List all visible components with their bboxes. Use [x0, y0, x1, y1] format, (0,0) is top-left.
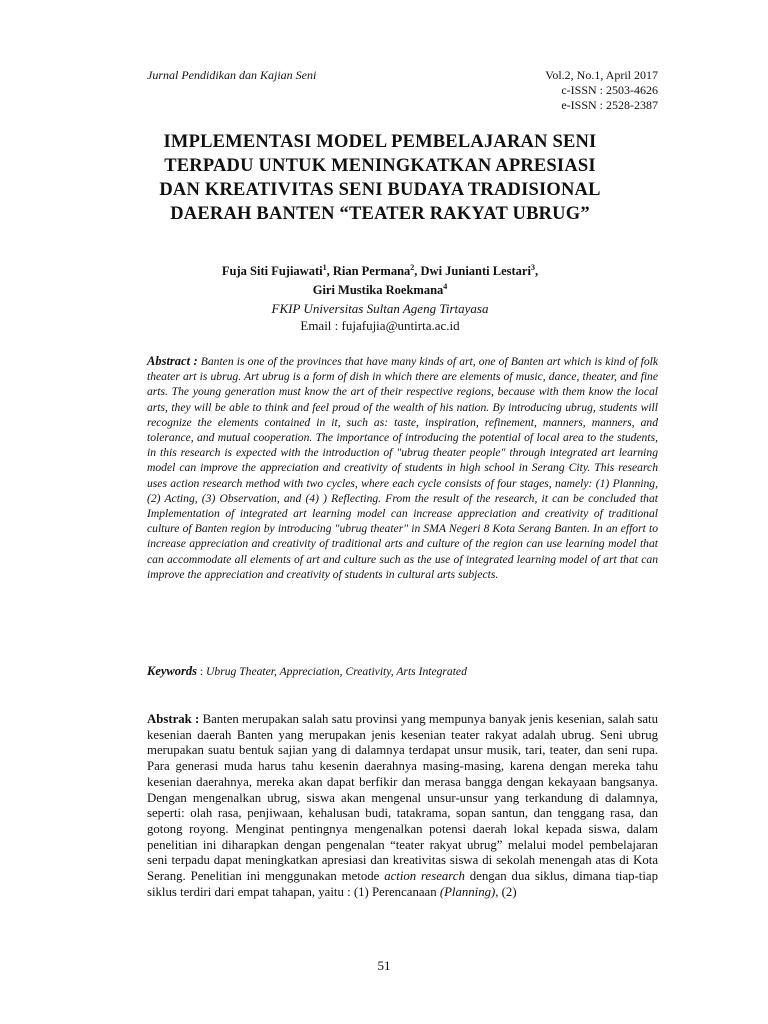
author-email: Email : fujafujia@untirta.ac.id [300, 318, 460, 334]
author-names-line-1 [100, 260, 660, 279]
author-3-trail: , [534, 264, 539, 279]
paper-title [100, 130, 660, 226]
author-2-sup: 2 [410, 263, 415, 272]
title-line-3: DAN KREATIVITAS SENI BUDAYA TRADISIONAL [159, 180, 601, 200]
abstrak-text-2: dengan dua siklus, dimana tiap-tiap siklus terdiri dari empat tahapan, yaitu : (1) Perencanaan [147, 869, 658, 899]
keywords-label: Keywords [147, 664, 197, 678]
abstrak-indonesian [147, 712, 658, 900]
keywords-text: Ubrug Theater, Appreciation, Creativity, Arts Integrated [206, 665, 467, 678]
title-line-4: DAERAH BANTEN “TEATER RAKYAT UBRUG” [170, 204, 590, 224]
abstrak-label: Abstrak : [147, 712, 200, 726]
keywords-sep: : [197, 665, 207, 678]
cissn-info: c-ISSN : 2503-4626 [561, 83, 658, 97]
author-2: , Rian Permana [326, 264, 411, 279]
author-3-sup: 3 [530, 263, 535, 272]
author-1: Fuja Siti Fujiawati [221, 264, 323, 279]
abstrak-text-1: Banten merupakan salah satu provinsi yang mempunya banyak jenis kesenian, salah satu kesenian daerah Banten yang merupakan jenis kesenian teater rakyat adalah ubrug. Seni ubrug merupakan suatu bentuk sajian yang di dalamnya terdapat unsur musik, tari, teater, dan seni rupa. Para generasi muda harus tahu kesenin daerahnya masing-masing, karena dengan mereka tahu kesenian daerahnya, mereka akan dapat berfikir dan merasa bangga dengan kekayaan bangsanya. Dengan mengenalkan ubrug, siswa akan mengenal unsur-unsur yang terkandung di dalamnya, seperti: olah rasa, penjiwaan, kehalusan budi, tatakrama, sopan santun, dan tenggang rasa, dan gotong royong. Menginat pentingnya mengenalkan potensi daerah lokal kepada siswa, dalam penelitian ini diharapkan dengan pengenalan “teater rakyat ubrug” melalui model pembelajaran seni terpadu dapat meningkatkan apresiasi dan kreativitas siswa di sekolah menengah atas di Kota Serang. Penelitian ini menggunakan metode [147, 712, 658, 884]
journal-name: Jurnal Pendidikan dan Kajian Seni [147, 68, 317, 82]
title-line-1: IMPLEMENTASI MODEL PEMBELAJARAN SENI [163, 132, 597, 152]
author-1-sup: 1 [322, 263, 327, 272]
author-names-line-2 [100, 279, 660, 298]
eissn-info: e-ISSN : 2528-2387 [561, 98, 658, 112]
title-line-2: TERPADU UNTUK MENINGKATKAN APRESIASI [164, 156, 596, 176]
abstract-text: Banten is one of the provinces that have many kinds of art, one of Banten art which is kind of folk theater art is ubrug. Art ubrug is a form of dish in which there are elements of music, dance, theater, and fine arts. The young generation must know the art of their respective regions, because with them know the local arts, they will be able to think and feel proud of the wealth of his nation. By introducing ubrug, students will recognize the elements contained in it, such as: taste, inspiration, refinement, manners, manners, and tolerance, and mutual cooperation. The importance of introducing the potential of local area to the students, in this research is expected with the introduction of "ubrug theater people" through integrated art learning model can improve the appreciation and creativity of students in high school in Serang City. This research uses action research method with two cycles, where each cycle consists of four stages, namely: (1) Planning, (2) Acting, (3) Observation, and (4) ) Reflecting. From the result of the research, it can be concluded that Implementation of integrated art learning model can increase appreciation and creativity of traditional culture of Banten region by introducing "ubrug theater" in SMA Negeri 8 Kota Serang Banten. In an effort to increase appreciation and creativity of traditional arts and culture of the region can use learning model that can accommodate all elements of art and culture such as the use of integrated learning model of art that can improve the appreciation and creativity of students in cultural arts subjects. [147, 355, 658, 581]
page-number: 51 [377, 958, 391, 973]
abstract-english [147, 354, 658, 582]
abstract-label: Abstract : [147, 354, 198, 368]
affiliation: FKIP Universitas Sultan Ageng Tirtayasa [271, 301, 489, 317]
author-block [100, 260, 660, 333]
keywords [147, 664, 658, 679]
issue-info [545, 68, 658, 113]
author-3: , Dwi Junianti Lestari [414, 264, 531, 279]
abstrak-italic-1: action research [384, 869, 465, 884]
abstrak-text-3: , (2) [495, 884, 517, 899]
author-4: Giri Mustika Roekmana [312, 283, 444, 298]
author-4-sup: 4 [443, 282, 448, 292]
volume-info: Vol.2, No.1, April 2017 [545, 68, 658, 82]
abstrak-italic-2: (Planning) [439, 884, 496, 899]
